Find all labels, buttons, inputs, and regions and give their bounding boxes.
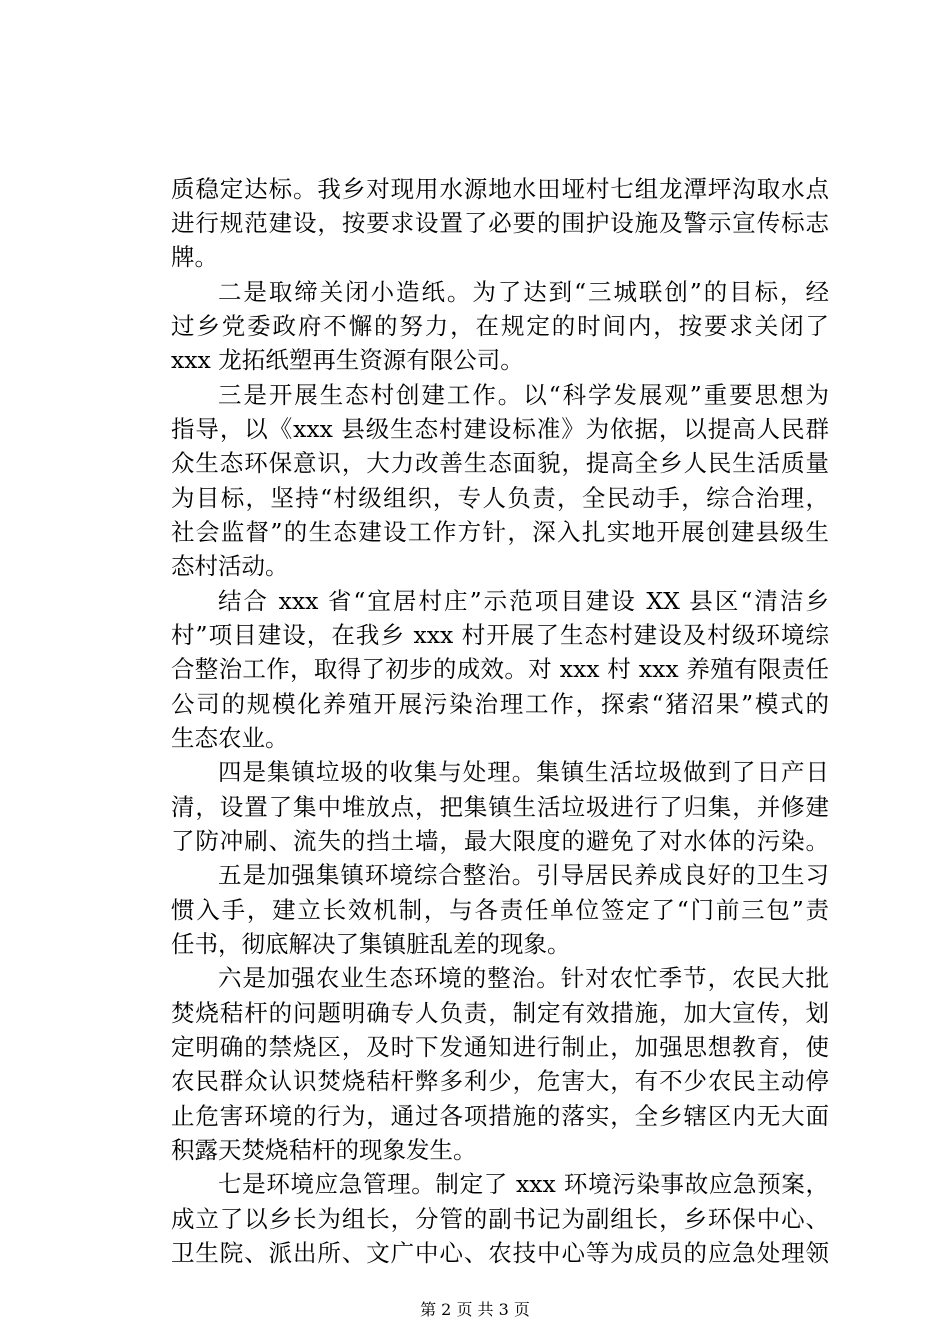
page-number-footer: 第 2 页 共 3 页 — [420, 1300, 530, 1319]
text-line: 三是开展生态村创建工作。以“科学发展观”重要思想为 — [218, 381, 829, 409]
text-line: 止危害环境的行为，通过各项措施的落实，全乡辖区内无大面 — [171, 1102, 829, 1130]
text-line: 众生态环保意识，大力改善生态面貌，提高全乡人民生活质量 — [171, 449, 829, 477]
text-line: 五是加强集镇环境综合整治。引导居民养成良好的卫生习 — [218, 861, 829, 889]
text-line: 村”项目建设，在我乡 xxx 村开展了生态村建设及村级环境综 — [171, 621, 829, 649]
text-line: 积露天焚烧秸杆的现象发生。 — [171, 1136, 477, 1164]
text-line: 清，设置了集中堆放点，把集镇生活垃圾进行了归集，并修建 — [171, 793, 829, 821]
text-line: 四是集镇垃圾的收集与处理。集镇生活垃圾做到了日产日 — [218, 758, 829, 786]
text-line: 社会监督”的生态建设工作方针，深入扎实地开展创建县级生 — [171, 518, 829, 546]
text-line: 合整治工作，取得了初步的成效。对 xxx 村 xxx 养殖有限责任 — [171, 655, 829, 683]
text-line: 焚烧秸杆的问题明确专人负责，制定有效措施，加大宣传，划 — [171, 999, 829, 1027]
text-line: 六是加强农业生态环境的整治。针对农忙季节，农民大批 — [218, 964, 829, 992]
text-line: 公司的规模化养殖开展污染治理工作，探索“猪沼果”模式的 — [171, 690, 829, 718]
text-line: 生态农业。 — [171, 724, 289, 752]
text-line: 进行规范建设，按要求设置了必要的围护设施及警示宣传标志 — [171, 209, 829, 237]
text-line: 态村活动。 — [171, 552, 289, 580]
text-line: 惯入手，建立长效机制，与各责任单位签定了“门前三包”责 — [171, 896, 829, 924]
text-line: 过乡党委政府不懈的努力，在规定的时间内，按要求关闭了 — [171, 312, 829, 340]
text-line: 二是取缔关闭小造纸。为了达到“三城联创”的目标，经 — [218, 278, 829, 306]
text-line: 牌。 — [171, 243, 218, 271]
text-line: 为目标，坚持“村级组织，专人负责，全民动手，综合治理， — [171, 484, 829, 512]
text-line: 成立了以乡长为组长，分管的副书记为副组长，乡环保中心、 — [171, 1205, 829, 1233]
text-line: xxx 龙拓纸塑再生资源有限公司。 — [171, 346, 524, 374]
text-line: 卫生院、派出所、文广中心、农技中心等为成员的应急处理领 — [171, 1239, 829, 1267]
text-line: 指导，以《xxx 县级生态村建设标准》为依据，以提高人民群 — [171, 415, 829, 443]
text-line: 任书，彻底解决了集镇脏乱差的现象。 — [171, 930, 571, 958]
text-line: 七是环境应急管理。制定了 xxx 环境污染事故应急预案， — [218, 1170, 829, 1198]
text-line: 了防冲刷、流失的挡土墙，最大限度的避免了对水体的污染。 — [171, 827, 829, 855]
text-line: 农民群众认识焚烧秸杆弊多利少，危害大，有不少农民主动停 — [171, 1067, 829, 1095]
text-line: 定明确的禁烧区，及时下发通知进行制止，加强思想教育，使 — [171, 1033, 829, 1061]
text-line: 结合 xxx 省“宜居村庄”示范项目建设 XX 县区“清洁乡 — [218, 587, 829, 615]
text-line: 质稳定达标。我乡对现用水源地水田垭村七组龙潭坪沟取水点 — [171, 175, 829, 203]
